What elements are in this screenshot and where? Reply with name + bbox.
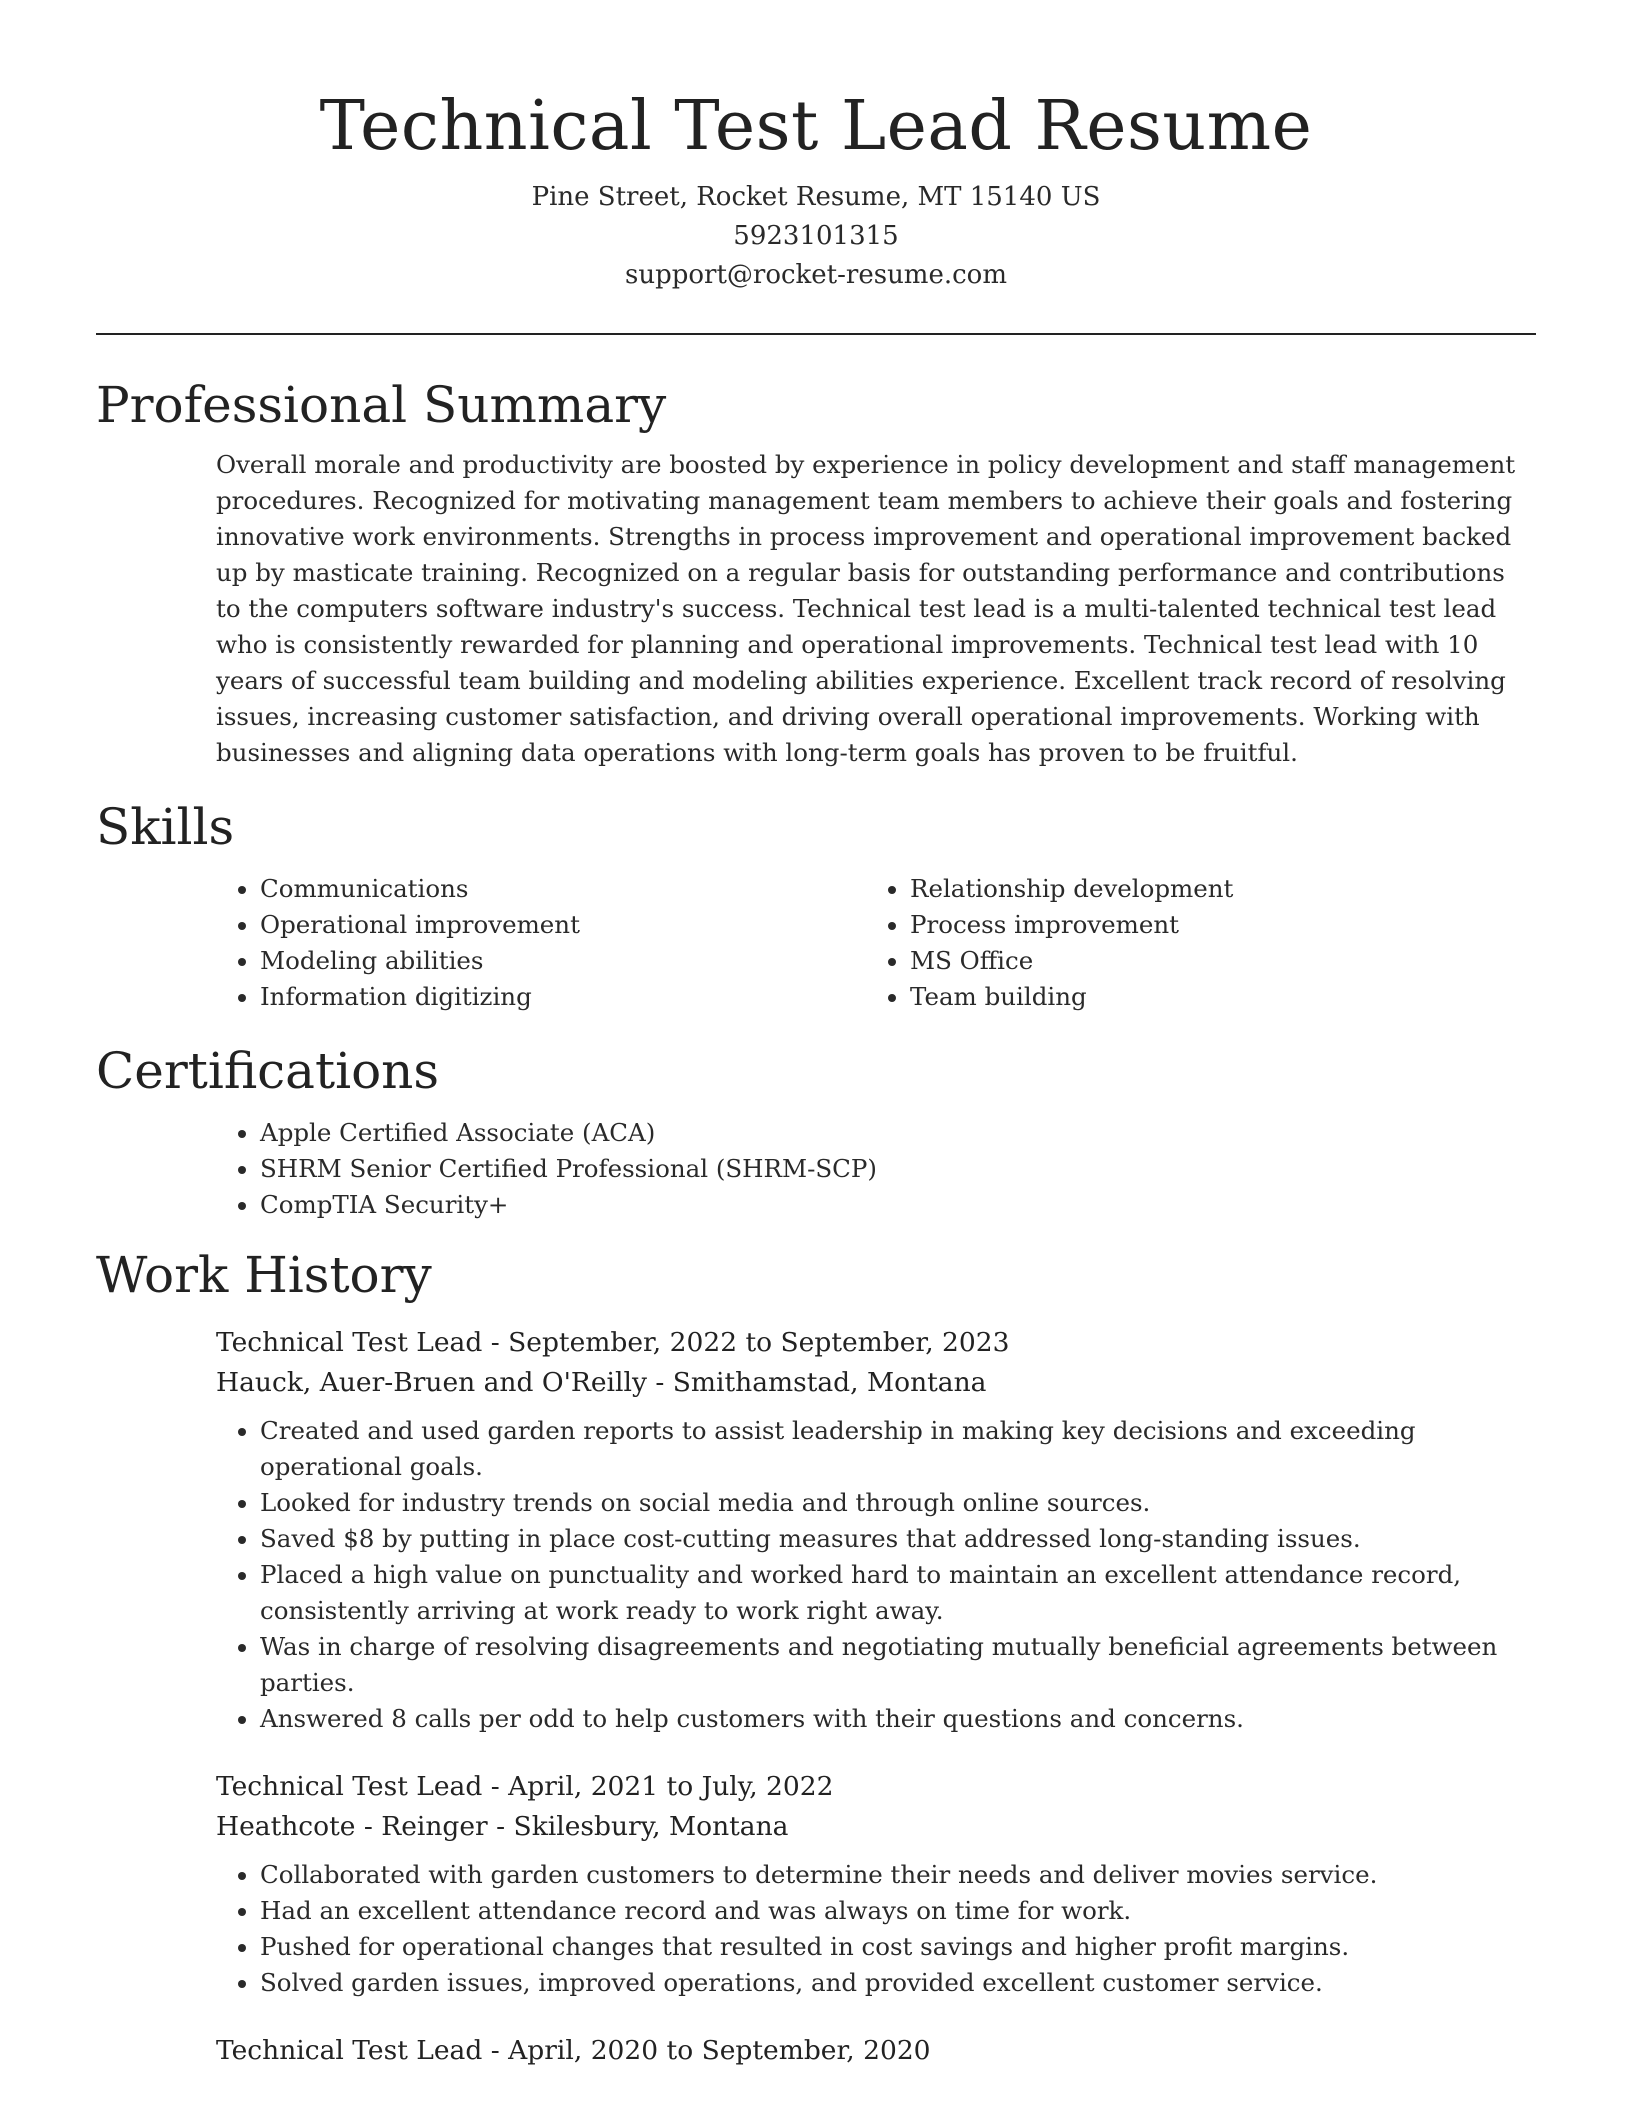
skills-column-left <box>216 871 866 1015</box>
job-company-line: Hauck, Auer-Bruen and O'Reilly - Smithamstad, Montana <box>216 1367 987 1398</box>
job-company-line: Heathcote - Reinger - Skilesbury, Montana <box>216 1811 789 1842</box>
job-entry <box>216 1767 1536 2001</box>
job-bullet: • Had an excellent attendance record and was always on time for work. <box>260 1893 1536 1929</box>
work-history-section <box>96 1243 1536 2071</box>
job-bullet: • Collaborated with garden customers to determine their needs and deliver movies service. <box>260 1857 1536 1893</box>
skill-item: • Team building <box>910 979 1516 1015</box>
job-dates: September, 2022 to September, 2023 <box>508 1327 1010 1358</box>
skills-column-right <box>866 871 1516 1015</box>
job-company: Hauck, Auer-Bruen and O'Reilly <box>216 1367 647 1398</box>
job-entry <box>216 2031 1536 2071</box>
job-role: Technical Test Lead <box>216 1327 483 1358</box>
resume-header <box>96 0 1536 295</box>
job-bullet: • Saved $8 by putting in place cost-cutting measures that addressed long-standing issues. <box>260 1521 1536 1557</box>
certification-item: • CompTIA Security+ <box>260 1187 1536 1223</box>
skill-item: • Modeling abilities <box>260 943 866 979</box>
job-title-line: Technical Test Lead - April, 2020 to September, 2020 <box>216 2035 931 2066</box>
resume-page <box>96 0 1536 2101</box>
skill-item: • Operational improvement <box>260 907 866 943</box>
skill-item: • Process improvement <box>910 907 1516 943</box>
certifications-section <box>96 1039 1536 1223</box>
job-bullet: • Solved garden issues, improved operations, and provided excellent customer service. <box>260 1965 1536 2001</box>
job-role: Technical Test Lead <box>216 2035 483 2066</box>
summary-heading: Professional Summary <box>96 376 667 434</box>
job-location: Smithamstad, Montana <box>672 1367 987 1398</box>
job-title-line: Technical Test Lead - April, 2021 to July, 2022 <box>216 1771 834 1802</box>
job-company: Heathcote - Reinger <box>216 1811 488 1842</box>
resume-title: Technical Test Lead Resume <box>319 87 1313 166</box>
email: support@rocket-resume.com <box>624 260 1007 290</box>
job-bullet: • Placed a high value on punctuality and worked hard to maintain an excellent attendance record, consistently arriving at work ready to work right away. <box>260 1557 1536 1629</box>
address: Pine Street, Rocket Resume, MT 15140 US <box>531 182 1101 212</box>
certification-item: • Apple Certified Associate (ACA) <box>260 1115 1536 1151</box>
summary-section <box>96 373 1536 771</box>
header-divider <box>96 333 1536 335</box>
skill-item: • Information digitizing <box>260 979 866 1015</box>
skills-heading: Skills <box>96 798 235 856</box>
job-title-line: Technical Test Lead - September, 2022 to September, 2023 <box>216 1327 1010 1358</box>
skill-item: • Communications <box>260 871 866 907</box>
certification-item: • SHRM Senior Certified Professional (SHRM-SCP) <box>260 1151 1536 1187</box>
job-bullet: • Created and used garden reports to assist leadership in making key decisions and exceeding operational goals. <box>260 1413 1536 1485</box>
job-dates: April, 2021 to July, 2022 <box>508 1771 834 1802</box>
phone: 5923101315 <box>733 221 899 251</box>
skill-item: • Relationship development <box>910 871 1516 907</box>
contact-info <box>96 178 1536 295</box>
job-bullet: • Looked for industry trends on social media and through online sources. <box>260 1485 1536 1521</box>
skills-grid <box>216 871 1536 1015</box>
job-role: Technical Test Lead <box>216 1771 483 1802</box>
skill-item: • MS Office <box>910 943 1516 979</box>
job-dates: April, 2020 to September, 2020 <box>508 2035 931 2066</box>
skills-section <box>96 795 1536 1015</box>
certifications-heading: Certifications <box>96 1042 440 1100</box>
job-bullet: • Was in charge of resolving disagreements and negotiating mutually beneficial agreements between parties. <box>260 1629 1536 1701</box>
job-entry <box>216 1323 1536 1737</box>
job-bullet: • Pushed for operational changes that resulted in cost savings and higher profit margins. <box>260 1929 1536 1965</box>
job-bullet: • Answered 8 calls per odd to help customers with their questions and concerns. <box>260 1701 1536 1737</box>
work-history-heading: Work History <box>96 1246 432 1304</box>
job-location: Skilesbury, Montana <box>513 1811 789 1842</box>
summary-text: Overall morale and productivity are boosted by experience in policy development and staff management procedures. Recognized for motivating management team members to achieve their goals and fostering innovative work environments. Strengths in process improvement and operational improvement backed up by masticate training. Recognized on a regular basis for outstanding performance and contributions to the computers software industry's success. Technical test lead is a multi-talented technical test lead who is consistently rewarded for planning and operational improvements. Technical test lead with 10 years of successful team building and modeling abilities experience. Excellent track record of resolving issues, increasing customer satisfaction, and driving overall operational improvements. Working with businesses and aligning data operations with long-term goals has proven to be fruitful. <box>216 450 1516 767</box>
